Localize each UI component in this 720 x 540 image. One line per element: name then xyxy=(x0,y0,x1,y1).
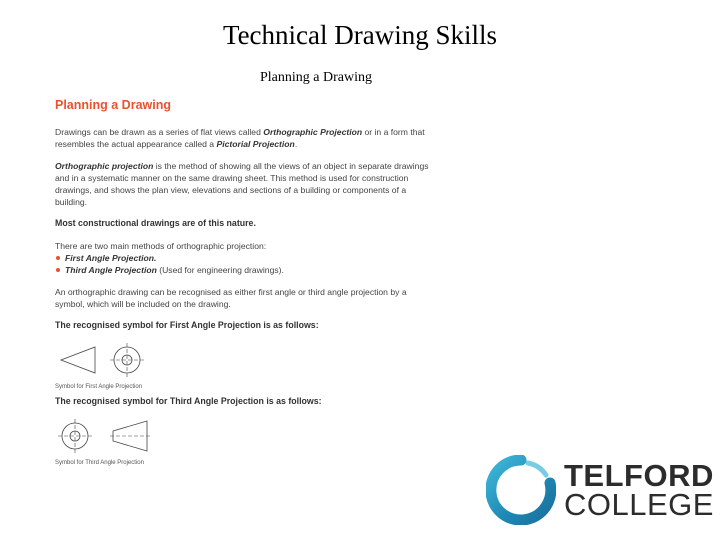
text-span: There are two main methods of orthographic projection: xyxy=(55,241,267,251)
methods-list xyxy=(55,252,435,276)
text-span: is the method of showing all the views of an object in separate drawings and in a systematic manner on the same drawing sheet. This method is used for construction drawings, and shows the plan view, elevations and sections of a building or components of a building. xyxy=(55,161,429,207)
slide-title: Technical Drawing Skills xyxy=(222,20,498,50)
first-angle-symbol xyxy=(55,338,435,390)
third-angle-symbol-icon xyxy=(55,414,165,460)
logo-text-line1: TELFORD xyxy=(564,458,714,493)
text-span: (Used for engineering drawings). xyxy=(156,265,284,275)
third-angle-symbol xyxy=(55,414,435,474)
text-span: Pictorial Projection xyxy=(216,139,295,149)
paragraph-recognise: An orthographic drawing can be recognised as either first angle or third angle projection by a symbol, which will be included on the drawing. xyxy=(55,287,407,309)
paragraph-orthographic xyxy=(55,160,435,208)
paragraph-methods xyxy=(55,240,435,276)
first-angle-heading: The recognised symbol for First Angle Projection is as follows: xyxy=(55,320,319,330)
text-span: or in a form that resembles the actual appearance called a xyxy=(55,127,425,149)
logo-text-line2: COLLEGE xyxy=(564,487,714,522)
list-item xyxy=(55,264,435,276)
text-span: First Angle Projection. xyxy=(65,253,157,263)
first-angle-symbol-icon xyxy=(55,338,165,384)
document-excerpt xyxy=(55,98,435,474)
paragraph-intro xyxy=(55,126,435,150)
telford-college-logo xyxy=(486,455,714,525)
third-angle-heading: The recognised symbol for Third Angle Projection is as follows: xyxy=(55,396,322,406)
text-span: Orthographic projection xyxy=(55,161,154,171)
text-span: Drawings can be drawn as a series of flat views called xyxy=(55,127,264,137)
text-span: . xyxy=(294,139,298,149)
list-item xyxy=(55,252,435,264)
text-span: Orthographic Projection xyxy=(263,127,363,137)
paragraph-nature: Most constructional drawings are of this nature. xyxy=(55,218,256,228)
logo-ring-icon xyxy=(486,455,556,525)
text-span: Third Angle Projection xyxy=(65,265,157,275)
slide-subtitle: Planning a Drawing xyxy=(260,70,372,85)
third-angle-caption: Symbol for Third Angle Projection xyxy=(55,460,144,466)
first-angle-caption: Symbol for First Angle Projection xyxy=(55,384,143,390)
doc-heading: Planning a Drawing xyxy=(55,98,171,112)
